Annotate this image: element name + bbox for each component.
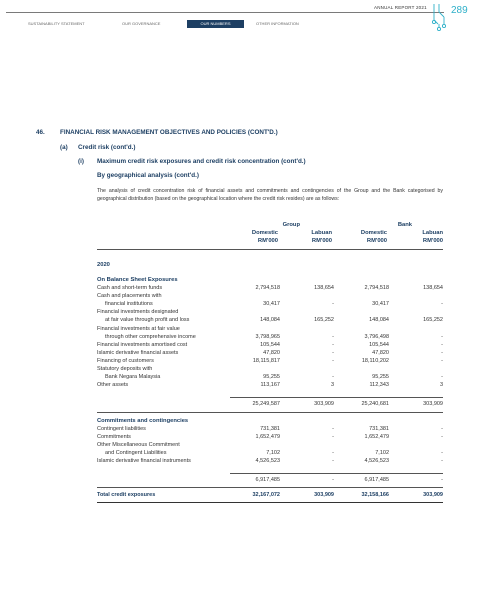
table-row (97, 334, 447, 341)
table-row (97, 317, 447, 324)
row-label: Financial investments amortised cost (97, 341, 188, 348)
subtotal1-rule-top (230, 397, 443, 398)
sub-a-title: Credit risk (cont'd.) (78, 144, 136, 151)
subtotal1-group-domestic: 25,249,587 (252, 401, 280, 407)
table-row (97, 458, 447, 465)
total-rule (97, 502, 443, 503)
row-value: 731,381 (369, 426, 389, 432)
row-value: 105,544 (369, 341, 389, 348)
col-group-domestic-unit: RM'000 (257, 238, 278, 244)
row-label: Commitments (97, 434, 131, 441)
table-row (97, 366, 447, 373)
row-value: - (332, 426, 334, 432)
subtotal2-bank-domestic: 6,917,485 (364, 477, 389, 483)
total-label: Total credit exposures (97, 492, 156, 498)
note-paragraph: The analysis of credit concentration risk of financial assets and commitments and contingencies of the Group and the Bank categorised by geographical distribution (based on the geographical location where the credit risk resides) are as follows: (97, 188, 443, 202)
row-value: - (332, 458, 334, 465)
sub-i-marker: (i) (78, 158, 84, 165)
row-value: 165,252 (314, 317, 334, 324)
subtotal1-group-labuan: 303,909 (314, 401, 334, 407)
row-value: 3,798,965 (255, 333, 280, 340)
row-value: - (441, 333, 443, 340)
report-title: ANNUAL REPORT 2021 (374, 5, 427, 10)
row-value: - (441, 434, 443, 441)
header-rule (6, 12, 444, 13)
row-value: - (441, 450, 443, 457)
col-group-domestic-label: Domestic (251, 230, 278, 236)
row-value: - (332, 450, 334, 457)
note-number: 46. (36, 129, 45, 136)
row-value: 113,167 (260, 382, 280, 389)
row-label: Cash and short-term funds (97, 285, 163, 291)
total-group-labuan: 303,909 (314, 492, 334, 498)
total-group-domestic: 32,167,072 (252, 492, 280, 498)
row-value: 4,526,523 (364, 458, 389, 465)
page-number: 289 (451, 5, 468, 16)
total-row (97, 492, 447, 499)
col-bank-labuan-unit: RM'000 (422, 238, 443, 244)
subtotal-commitments (97, 477, 447, 484)
row-value: 18,115,817 (252, 357, 280, 364)
row-value: - (441, 458, 443, 465)
subtotal1-bank-labuan: 303,909 (423, 401, 443, 407)
section-on-balance-sheet: On Balance Sheet Exposures (97, 277, 178, 283)
subtotal2-rule-top (230, 473, 443, 474)
row-value: 1,652,479 (364, 434, 389, 441)
total-bank-labuan: 303,909 (423, 492, 443, 498)
tab-our-governance[interactable]: OUR GOVERNANCE (122, 21, 161, 26)
table-row (97, 350, 447, 357)
row-label: Other Miscellaneous Commitment (97, 442, 180, 449)
row-value: 138,654 (314, 285, 334, 291)
row-value: 30,417 (372, 301, 389, 308)
row-value: 731,381 (260, 426, 280, 432)
row-label: Financial investments at fair value (97, 325, 180, 332)
row-value: - (332, 333, 334, 340)
row-label: financial institutions (105, 301, 153, 308)
row-value: 3 (330, 382, 334, 389)
row-value: 47,820 (263, 349, 280, 356)
year-label: 2020 (97, 262, 110, 268)
row-value: - (441, 341, 443, 348)
row-value: 4,526,523 (255, 458, 280, 465)
col-bank-domestic-unit: RM'000 (366, 238, 387, 244)
col-bank-domestic-label: Domestic (360, 230, 387, 236)
row-label: Financing of customers (97, 357, 154, 364)
row-label: Bank Negara Malaysia (105, 374, 161, 381)
row-value: 165,252 (423, 317, 443, 324)
col-bank-labuan-label: Labuan (422, 230, 443, 236)
row-value: 112,343 (369, 382, 389, 389)
row-value: 1,652,479 (255, 434, 280, 441)
table-row (97, 426, 447, 433)
row-label: Statutory deposits with (97, 366, 153, 372)
row-value: 2,794,518 (255, 285, 280, 291)
row-value: - (332, 301, 334, 308)
total-bank-domestic: 32,158,166 (361, 492, 389, 498)
table-row (97, 374, 447, 381)
row-value: 30,417 (263, 301, 280, 308)
row-value: 95,255 (263, 374, 280, 381)
row-value: - (441, 357, 443, 364)
row-label: through other comprehensive income (105, 333, 196, 340)
group-label: Group (282, 222, 300, 228)
subtotal2-rule-bottom (97, 487, 443, 488)
row-label: Other assets (97, 382, 129, 389)
row-label: Financial investments designated (97, 309, 179, 316)
row-value: - (332, 434, 334, 441)
row-value: - (332, 341, 334, 348)
row-value: 47,820 (372, 349, 389, 356)
table-row (97, 442, 447, 449)
row-value: 105,544 (260, 341, 280, 348)
table-row (97, 342, 447, 349)
circuit-logo-icon (430, 2, 448, 34)
row-value: 7,102 (375, 450, 389, 457)
row-value: - (332, 357, 334, 364)
row-value: 2,794,518 (364, 285, 389, 291)
row-value: - (332, 349, 334, 356)
row-value: - (441, 374, 443, 381)
row-label: at fair value through profit and loss (105, 317, 190, 324)
row-value: 7,102 (266, 450, 280, 457)
row-label: and Contingent Liabilities (105, 450, 167, 457)
row-value: 138,654 (423, 285, 443, 291)
table-row (97, 285, 447, 292)
table-row (97, 309, 447, 316)
row-value: 3 (439, 382, 443, 389)
row-value: - (441, 301, 443, 308)
row-value: - (332, 374, 334, 381)
row-label: Islamic derivative financial assets (97, 349, 179, 356)
sub-i-title: Maximum credit risk exposures and credit risk concentration (cont'd.) (97, 158, 306, 165)
note-title: FINANCIAL RISK MANAGEMENT OBJECTIVES AND POLICIES (CONT'D.) (60, 129, 278, 136)
row-label: Cash and placements with (97, 293, 162, 300)
header-divider (97, 249, 443, 250)
subtotal2-bank-labuan: - (441, 477, 443, 483)
table-row (97, 358, 447, 365)
sub-title: By geographical analysis (cont'd.) (97, 172, 199, 179)
section-commitments: Commitments and contingencies (97, 418, 189, 424)
subtotal2-group-domestic: 6,917,485 (255, 477, 280, 483)
row-value: 148,084 (369, 317, 389, 324)
subtotal2-group-labuan: - (332, 477, 334, 483)
subtotal-on-balance-sheet (97, 401, 447, 408)
row-label: Contingent liabilities (97, 426, 146, 432)
row-value: 18,110,202 (361, 357, 389, 364)
table-row (97, 293, 447, 300)
row-value: - (441, 426, 443, 432)
col-group-labuan-unit: RM'000 (311, 238, 332, 244)
row-label: Islamic derivative financial instruments (97, 458, 191, 465)
subtotal1-bank-domestic: 25,240,681 (361, 401, 389, 407)
bank-label: Bank (397, 222, 412, 228)
table-row (97, 382, 447, 389)
table-row (97, 450, 447, 457)
col-group-labuan-label: Labuan (311, 230, 332, 236)
tab-sustainability-statement[interactable]: SUSTAINABILITY STATEMENT (28, 21, 85, 26)
table-row (97, 434, 447, 441)
row-value: - (441, 349, 443, 356)
table-row (97, 301, 447, 308)
row-value: 95,255 (372, 374, 389, 381)
tab-our-numbers[interactable]: OUR NUMBERS (187, 20, 244, 28)
row-value: 3,796,498 (364, 333, 389, 340)
table-row (97, 326, 447, 333)
tab-other-information[interactable]: OTHER INFORMATION (256, 21, 299, 26)
subtotal1-rule-bottom (97, 412, 443, 413)
sub-a-marker: (a) (60, 144, 68, 151)
row-value: 148,084 (260, 317, 280, 324)
